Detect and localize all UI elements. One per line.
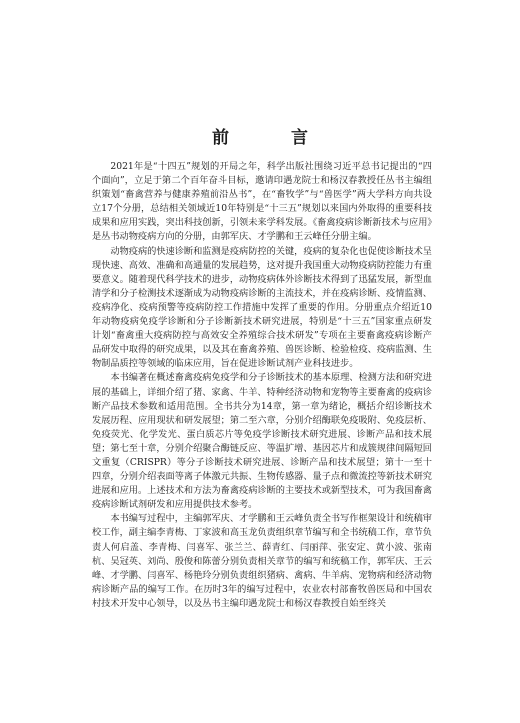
paragraph-3: 本书编著在概述畜禽疫病免疫学和分子诊断技术的基本原理、检测方法和研究进展的基础上，详细介绍了猪、家禽、牛羊、特种经济动物和宠物等主要畜禽的疫病诊断产品技术参数和适用范围。全书共分为14章，第一章为绪论，概括介绍诊断技术发展历程、应用现状和研发展望；第二至六章，分别介绍酶联免疫吸附、免疫层析、免疫荧光、化学发光、蛋白质芯片等免疫学诊断技术研究进展、诊断产品和技术展望；第七至十章，分别介绍聚合酶链反应、等温扩增、基因芯片和成簇规律间隔短回文重复（CRISPR）等分子诊断技术研究进展、诊断产品和技术展望；第十一至十四章，分别介绍表面等离子体激元共振、生物传感器、量子点和微流控等新技术研究进展和应用。上述技术和方法为畜禽疫病诊断的主要技术或新型技术，可为我国畜禽疫病诊断试剂研发和应用提供技术参考。	[92, 372, 432, 511]
preface-body	[92, 160, 432, 611]
paragraph-4: 本书编写过程中，主编郭军庆、才学鹏和王云峰负责全书写作框架设计和统稿审校工作，副主编李青梅、丁家波和高玉龙负责组织章节编写和全书统稿工作，章节负责人何启盖、李青梅、闫喜军、张兰兰、薛青红、闫丽萍、张安定、黄小波、张南杭、吴冠英、刘尚、殷俊和陈蕾分别负责相关章节的编写和统稿工作，郭军庆、王云峰、才学鹏、闫喜军、杨艳玲分别负责组织猪病、禽病、牛羊病、宠物病和经济动物病诊断产品的编写工作。在历时3年的编写过程中，农业农村部畜牧兽医局和中国农村技术开发中心领导，以及丛书主编印遇龙院士和杨汉春教授自始至终关	[92, 513, 432, 609]
page-title: 前 言	[212, 128, 336, 148]
paragraph-1: 2021年是“十四五”规划的开局之年，科学出版社围绕习近平总书记提出的“四个面向”，立足于第二个百年奋斗目标，邀请印遇龙院士和杨汉春教授任丛书主编组织策划“畜禽营养与健康养殖前沿丛书”，在“畜牧学”与“兽医学”两大学科方向共设立17个分册，总结相关领域近10年特别是“十三五”规划以来国内外取得的重要科技成果和应用实践，突出科技创新，引领未来学科发展。《畜禽疫病诊断新技术与应用》是丛书动物疫病方向的分册，由郭军庆、才学鹏和王云峰任分册主编。	[92, 161, 432, 243]
paragraph-2: 动物疫病的快速诊断和监测是疫病防控的关键，疫病的复杂化也促使诊断技术呈现快速、高效、准确和高通量的发展趋势，这对提升我国重大动物疫病防控能力有重要意义。随着现代科学技术的进步，动物疫病体外诊断技术得到了迅猛发展，新型血清学和分子检测技术逐渐成为动物疫病诊断的主流技术，并在疫病诊断、疫情监测、疫病净化、疫病预警等疫病防控工作措施中发挥了重要的作用。分册重点介绍近10年动物疫病免疫学诊断和分子诊断新技术研究进展，特别是“十三五”国家重点研发计划“畜禽重大疫病防控与高效安全养殖综合技术研发”专项在主要畜禽疫病诊断产品研发中取得的研究成果，以及其在畜禽养殖、兽医诊断、检验检疫、疫病监测、生物制品质控等领域的临床应用，旨在促进诊断试剂产业科技进步。	[92, 245, 432, 370]
